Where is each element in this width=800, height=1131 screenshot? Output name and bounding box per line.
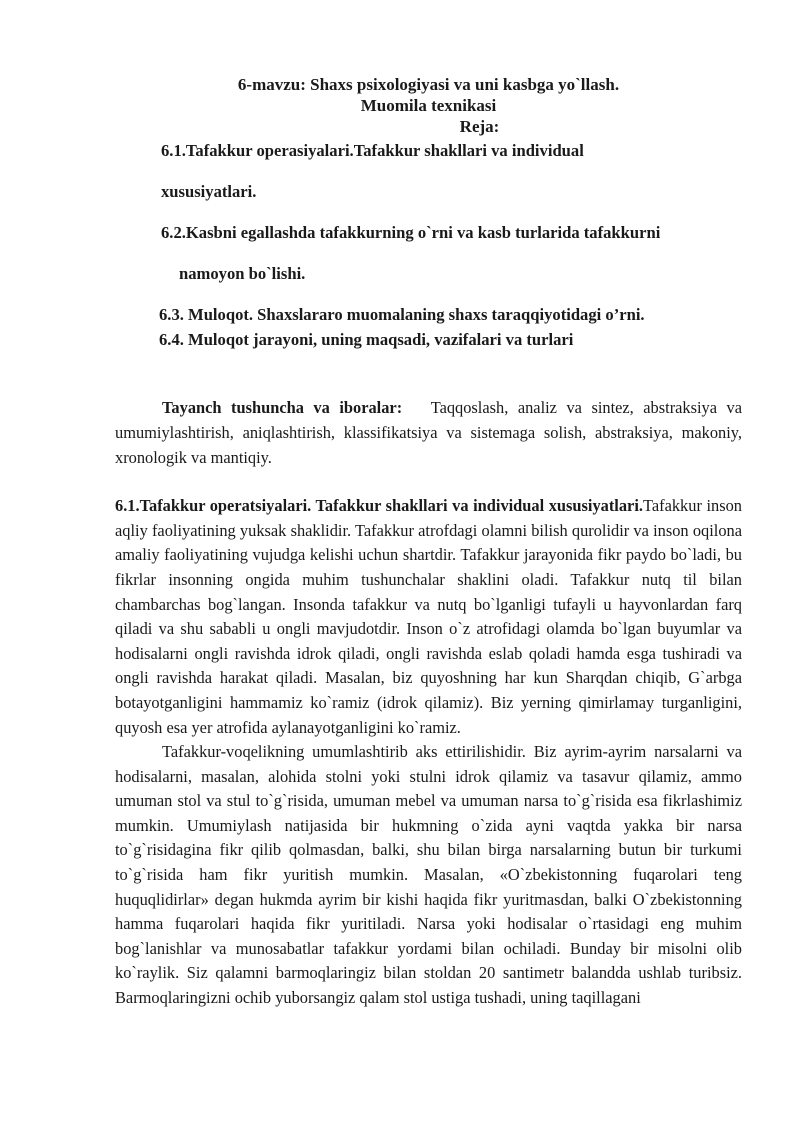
plan-list: [115, 139, 742, 352]
document-subtitle: Muomila texnikasi: [360, 96, 497, 115]
keywords-text: Taqqoslash, analiz va sintez, abstraksiya va umumiylashtirish, aniqlashtirish, klassifikatsiya va sistemaga solish, abstraksiya, makoniy, xronologik va mantiqiy.: [115, 398, 743, 467]
section-1-heading: 6.1.Tafakkur operatsiyalari. Tafakkur shakllari va individual xususiyatlari.: [115, 496, 643, 516]
section-1-paragraph-1: [115, 494, 742, 740]
section-1-text-1: Tafakkur inson aqliy faoliyatining yuksak shaklidir. Tafakkur atrofdagi olamni bilish qurolidir va inson oqilona amaliy faoliyatining vujudga kelishi uchun shartdir. Tafakkur jarayonida fikr paydo bo`ladi, bu fikrlar insonning ongida muhim tushunchalar shaklini oladi. Tafakkur nutq til bilan chambarchas bog`langan. Insonda tafakkur va nutq bo`lganligi tufayli u hayvonlardan farq qiladi va shu sababli u ongli mavjudotdir. Inson o`z atrofidagi olamda bo`lgan buyumlar va hodisalarni ongli ravishda idrok qiladi, ongli ravishda eslab qoladi hamda esga tushiradi va ongli ravishda harakat qiladi. Masalan, biz quyoshning har kun Sharqdan chiqib, G`arbga botayotganligini hammamiz ko`ramiz (idrok qilamiz). Biz yerning qimirlamay turganligini, quyosh esa yer atrofida aylanayotganligini ko`ramiz.: [115, 496, 742, 737]
plan-item-3: 6.3. Muloqot. Shaxslararo muomalaning shaxs taraqqiyotidagi o’rni.: [159, 305, 645, 325]
plan-item-4: 6.4. Muloqot jarayoni, uning maqsadi, vazifalari va turlari: [159, 329, 574, 349]
plan-item-2: 6.2.Kasbni egallashda tafakkurning o`rni va kasb turlarida tafakkurni: [161, 223, 661, 243]
plan-label: Reja:: [459, 117, 500, 136]
document-page: [115, 74, 742, 1011]
keywords-paragraph: [115, 396, 742, 470]
plan-item-1-continuation: xususiyatlari.: [161, 182, 257, 202]
plan-item-2-continuation: namoyon bo`lishi.: [179, 264, 306, 284]
document-title: 6-mavzu: Shaxs psixologiyasi va uni kasbga yo`llash.: [237, 75, 620, 94]
plan-item-1: 6.1.Tafakkur operasiyalari.Tafakkur shakllari va individual: [161, 141, 584, 160]
keywords-label: Tayanch tushuncha va iboralar:: [162, 398, 403, 418]
section-1-paragraph-2: Tafakkur-voqelikning umumlashtirib aks ettirilishidir. Biz ayrim-ayrim narsalarni va hodisalarni, masalan, alohida stolni yoki stulni idrok qilamiz va tasavur qilamiz, ammo umuman stol va stul to`g`risida, umuman mebel va umuman narsa to`g`risida esa fikrlashimiz mumkin. Umumiylash natijasida bir hukmning o`zida ayni vaqtda yakka bir narsa to`g`risidagina fikr qilib qolmasdan, balki, shu bilan birga narsalarning butun bir turkumi to`g`risida ham fikr yuritish mumkin. Masalan, «O`zbekistonning fuqarolari teng huquqlidirlar» degan hukmda ayrim bir kishi haqida fikr yuritmasdan, balki O`zbekistonning hamma fuqarolari haqida fikr yuritiladi. Narsa yoki hodisalar o`rtasidagi eng muhim bog`lanishlar va munosabatlar tafakkur yordami bilan ochiladi. Bunday bir misolni olib ko`raylik. Siz qalamni barmoqlaringiz bilan stoldan 20 santimetr balandda ushlab turibsiz. Barmoqlaringizni ochib yuborsangiz qalam stol ustiga tushadi, uning taqillagani: [115, 742, 742, 1008]
